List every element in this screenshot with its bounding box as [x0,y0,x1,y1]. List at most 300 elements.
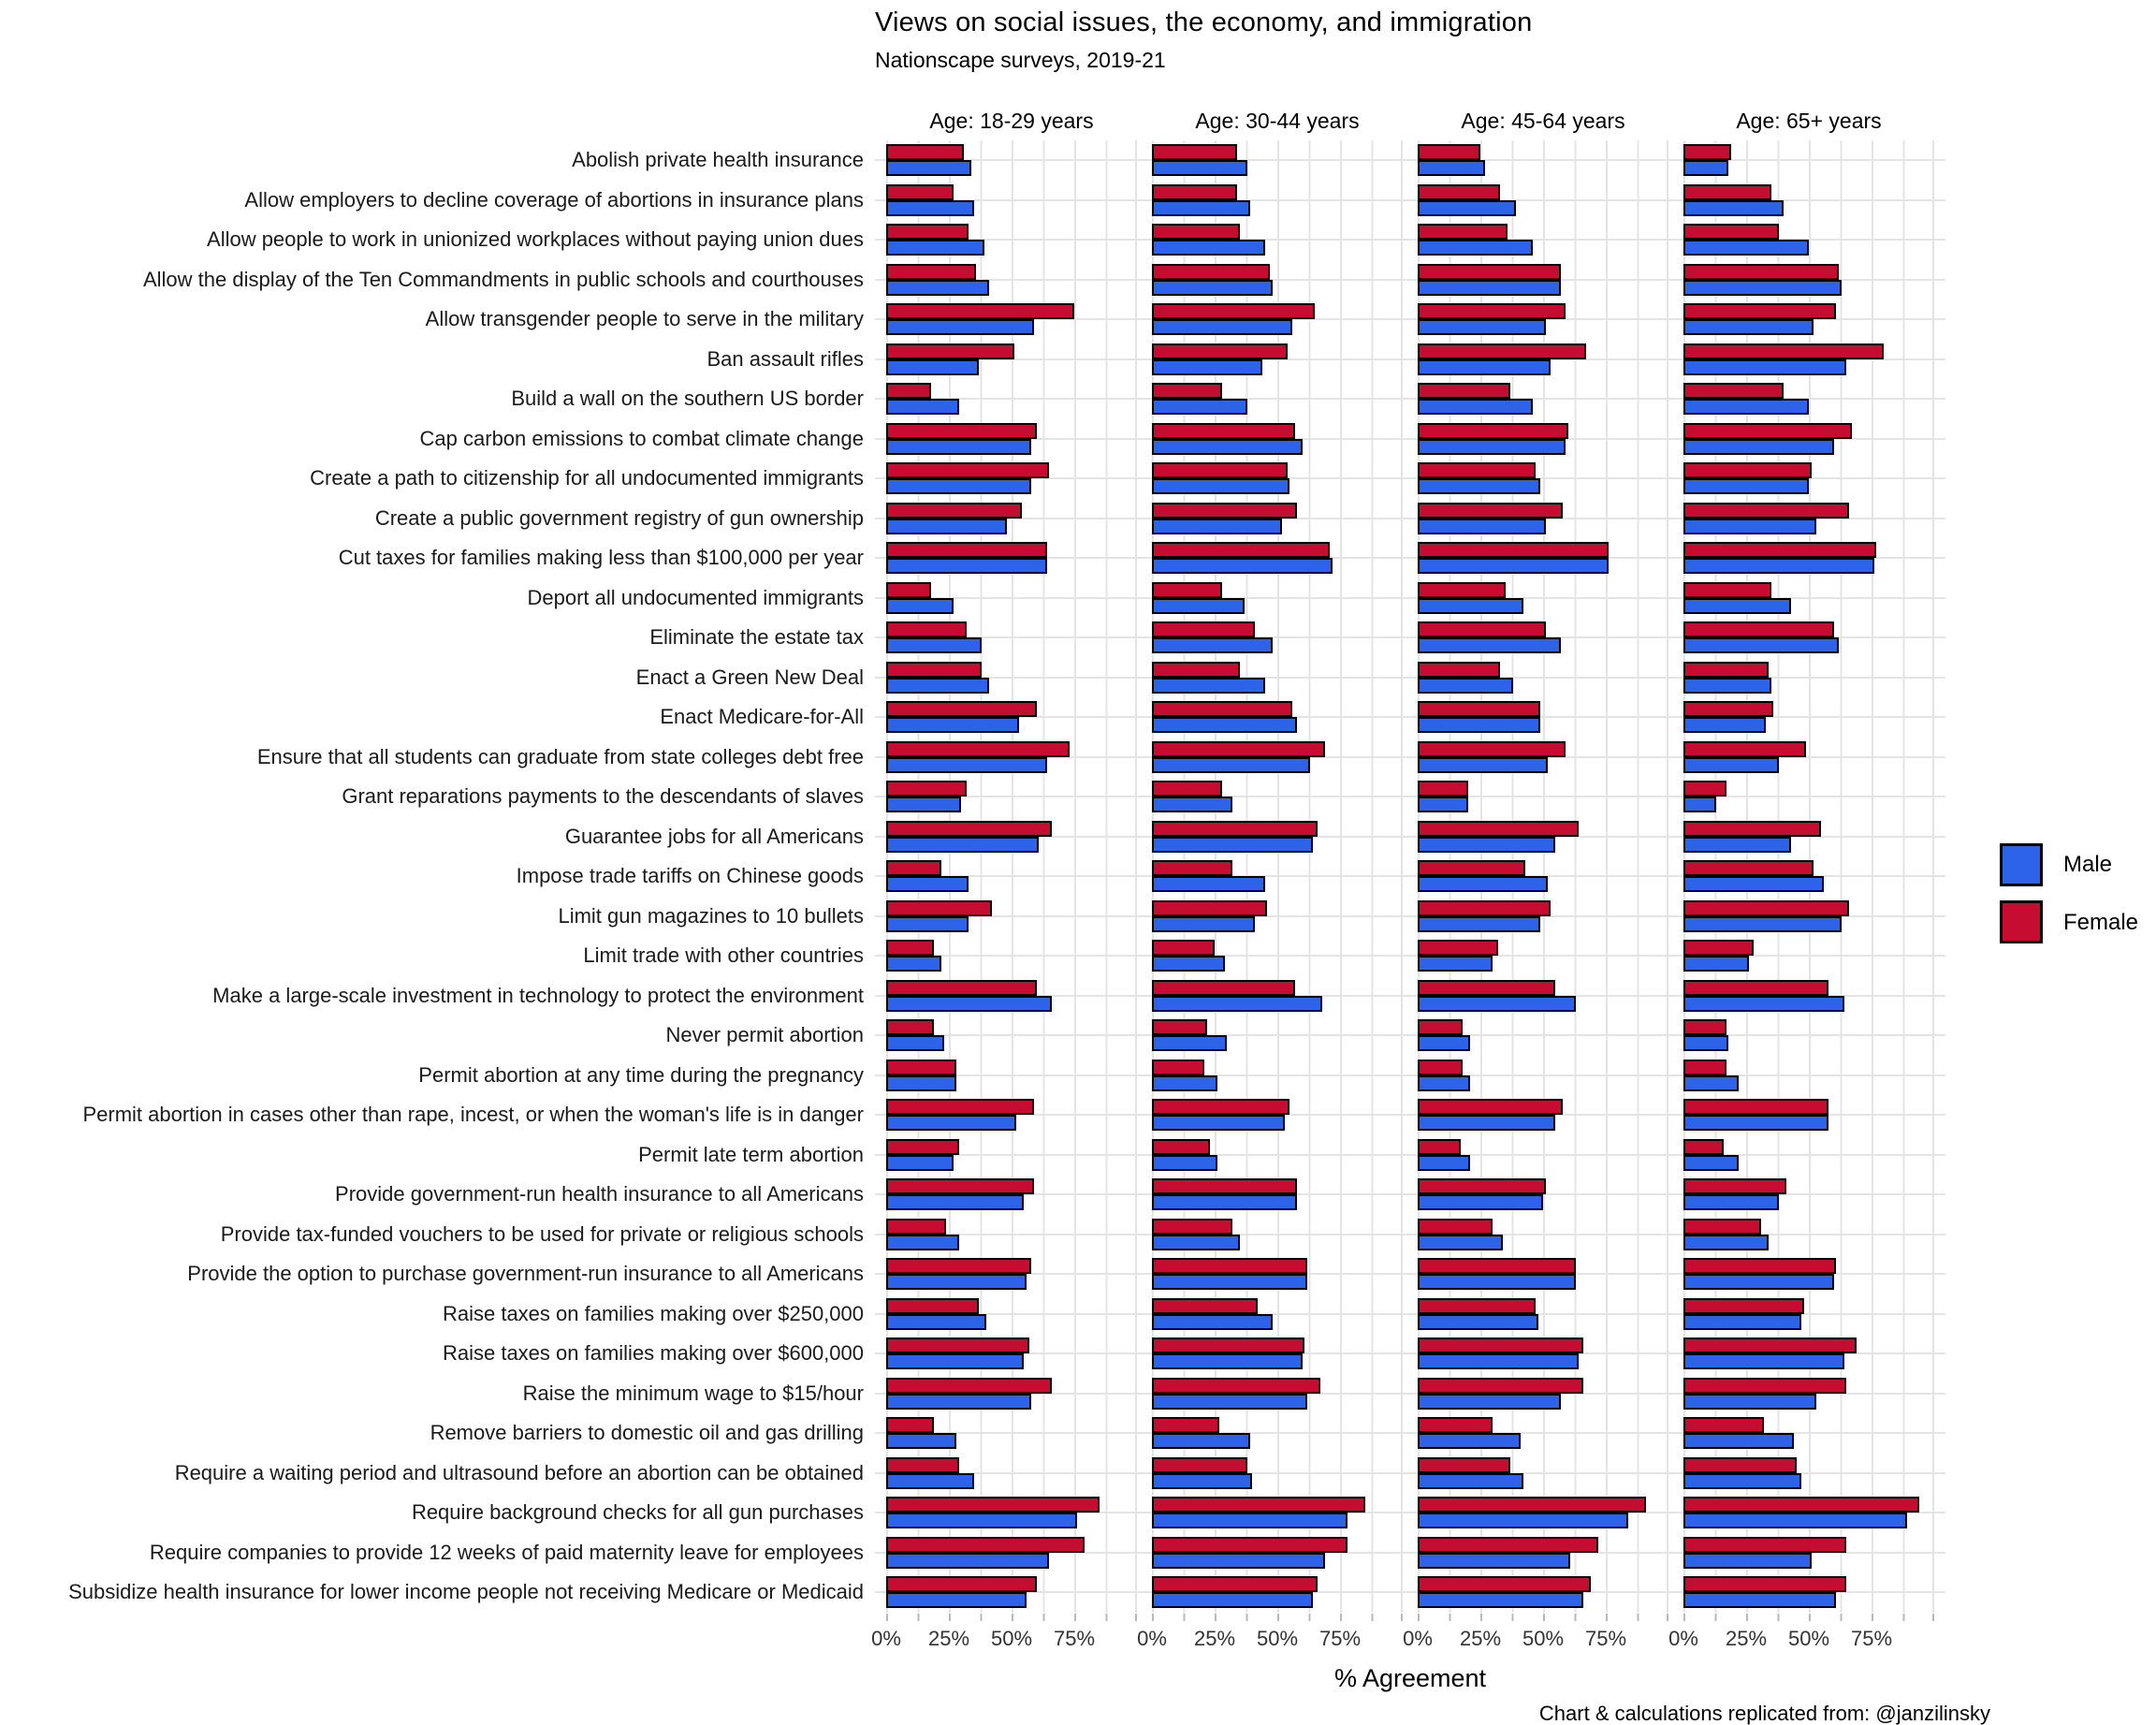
bar-female [1683,1417,1764,1433]
bar-group [1683,1215,1934,1255]
panel-facet-2 [1418,1334,1668,1374]
bar-group [1418,220,1668,260]
panel-facet-0 [886,777,1137,817]
panel-facet-2 [1418,618,1668,658]
chart-row [0,260,2156,300]
bar-female [1152,1178,1297,1194]
bar-female [1418,662,1500,678]
bar-male [1683,637,1839,653]
panel-facet-2 [1418,419,1668,460]
bar-group [886,618,1137,658]
x-tick-label: 75% [1318,1627,1362,1650]
y-axis-label: Ban assault rifles [707,346,864,371]
bar-female [1683,1298,1804,1314]
x-tick-label: 0% [1137,1627,1167,1650]
facet-panels [886,379,1934,419]
panel-facet-0 [886,379,1137,419]
bar-female [886,662,982,678]
facet-title-0: Age: 18-29 years [929,109,1094,133]
bar-group [1418,578,1668,619]
panel-facet-1 [1152,1533,1403,1573]
bar-female [1152,1338,1304,1353]
bar-male [1418,956,1493,972]
bar-group [886,976,1137,1016]
panel-facet-0 [886,340,1137,380]
bar-group [1152,499,1403,539]
bar-male [886,1035,944,1051]
bar-male [1683,478,1809,494]
bar-male [886,160,971,176]
x-tick-label: 50% [1787,1627,1830,1650]
bar-group [886,1493,1137,1533]
bar-female [1683,542,1876,558]
chart-title: Views on social issues, the economy, and immigration [875,7,1533,37]
bar-group [1683,658,1934,698]
panel-facet-2 [1418,300,1668,340]
bar-group [1152,1533,1403,1573]
bar-male [1418,1394,1561,1410]
bar-female [1683,1537,1846,1553]
panel-facet-1 [1152,817,1403,857]
y-axis-label: Ensure that all students can graduate from state colleges debt free [256,744,864,768]
y-axis-label: Deport all undocumented immigrants [527,585,864,609]
bar-female [1418,344,1586,359]
chart-caption: Chart & calculations replicated from: @janzilinsky [1538,1702,1990,1725]
x-tick-label: 75% [1850,1627,1893,1650]
bar-group [1418,856,1668,897]
bar-male [1418,1513,1628,1528]
panel-facet-1 [1152,1294,1403,1335]
bar-male [1683,439,1834,455]
chart-row [0,697,2156,738]
bar-group [1683,1413,1934,1454]
bar-female [886,701,1037,717]
facet-panels [886,181,1934,221]
bar-male [886,678,989,694]
bar-female [1418,1099,1563,1115]
panel-facet-1 [1152,419,1403,460]
bar-male [1418,1473,1523,1489]
panel-facet-1 [1152,1215,1403,1255]
bar-female [1152,1099,1289,1115]
panel-facet-3 [1683,181,1934,221]
bar-female [886,1298,979,1314]
facet-panels [886,220,1934,260]
bar-group [1418,738,1668,778]
x-axis-title: % Agreement [1333,1664,1487,1692]
panel-facet-0 [886,1056,1137,1096]
bar-female [886,1019,934,1035]
panel-facet-2 [1418,936,1668,976]
bar-male [1152,319,1292,335]
bar-male [1152,598,1245,614]
panel-facet-1 [1152,538,1403,578]
bar-female [886,264,976,280]
bar-female [1683,1457,1797,1473]
bar-male [1683,1592,1836,1608]
panel-facet-3 [1683,897,1934,937]
y-axis-label: Enact a Green New Deal [635,665,864,689]
bar-group [886,538,1137,578]
chart-subtitle: Nationscape surveys, 2019-21 [875,48,1166,72]
y-axis-label: Provide government-run health insurance to all Americans [335,1182,864,1206]
bar-female [886,821,1052,837]
bar-male [886,1155,954,1171]
y-axis-label: Cap carbon emissions to combat climate change [419,426,864,450]
legend [2000,836,2138,952]
x-tick-label: 0% [1668,1627,1698,1650]
panel-facet-1 [1152,1334,1403,1374]
bar-female [1683,264,1839,280]
bar-group [1418,1135,1668,1176]
bar-group [886,1095,1137,1135]
chart-row [0,1016,2156,1056]
panel-facet-2 [1418,1533,1668,1573]
bar-male [1418,876,1548,892]
bar-female [886,1576,1037,1592]
y-axis-label: Permit abortion in cases other than rape, incest, or when the woman's life is in danger [82,1103,864,1127]
y-axis-label: Permit late term abortion [638,1142,864,1166]
bar-group [886,1454,1137,1494]
bar-female [1683,940,1754,956]
bar-female [1683,662,1769,678]
panel-facet-0 [886,220,1137,260]
bar-female [1418,781,1468,797]
bar-group [886,1135,1137,1176]
bar-male [1683,399,1809,415]
bar-group [1683,817,1934,857]
bar-male [1152,1394,1307,1410]
bar-male [1683,996,1844,1012]
bar-male [1152,1235,1240,1250]
bar-group [886,856,1137,897]
facet-panels [886,538,1934,578]
bar-female [1418,1019,1463,1035]
panel-facet-1 [1152,260,1403,300]
bar-female [886,900,992,916]
panel-facet-2 [1418,1294,1668,1335]
bar-male [1152,678,1265,694]
bar-group [886,1572,1137,1613]
bar-male [1152,1553,1325,1569]
bar-female [1152,1378,1320,1394]
bar-group [1152,140,1403,181]
bar-female [886,1060,956,1075]
facet-panels [886,1533,1934,1573]
bar-group [1152,1572,1403,1613]
bar-group [1683,260,1934,300]
bar-male [1152,280,1273,296]
bar-group [1683,1095,1934,1135]
panel-facet-1 [1152,856,1403,897]
bar-male [1152,558,1333,574]
chart-row [0,1095,2156,1135]
bar-male [1418,1115,1555,1131]
facet-panels [886,1254,1934,1294]
y-axis-label: Allow people to work in unionized workplaces without paying union dues [207,227,864,252]
bar-group [1418,1215,1668,1255]
panel-facet-1 [1152,738,1403,778]
bar-female [1418,900,1551,916]
bar-group [886,578,1137,619]
panel-facet-3 [1683,538,1934,578]
bar-group [1152,1454,1403,1494]
chart-row [0,777,2156,817]
bar-male [1418,1274,1576,1290]
panel-facet-0 [886,976,1137,1016]
bar-male [1152,916,1255,932]
bar-male [1418,319,1546,335]
chart-row [0,379,2156,419]
bar-group [1418,618,1668,658]
panel-facet-0 [886,1493,1137,1533]
facet-panels [886,777,1934,817]
panel-facet-1 [1152,578,1403,619]
facet-strip [886,109,1934,134]
bar-male [1683,1035,1728,1051]
bar-group [1152,1493,1403,1533]
facet-panels [886,976,1934,1016]
y-axis-label: Require companies to provide 12 weeks of paid maternity leave for employees [149,1540,864,1564]
bar-female [1683,781,1726,797]
bar-female [1418,1219,1493,1235]
bar-female [1418,383,1510,399]
bar-female [1683,1338,1857,1353]
panel-facet-0 [886,1254,1137,1294]
bar-male [1152,837,1313,853]
panel-facet-2 [1418,897,1668,937]
bar-male [1683,757,1779,773]
x-tick-label: 25% [1193,1627,1236,1650]
panel-facet-2 [1418,1374,1668,1414]
panel-facet-3 [1683,1016,1934,1056]
x-tick-label: 0% [871,1627,901,1650]
bar-male [1418,837,1555,853]
facet-panels [886,658,1934,698]
bar-male [886,439,1031,455]
bar-group [1152,618,1403,658]
bar-group [886,140,1137,181]
panel-facet-1 [1152,181,1403,221]
bar-group [1152,817,1403,857]
bar-female [886,1497,1100,1513]
bar-female [1418,980,1555,996]
bar-group [886,1056,1137,1096]
bar-male [1683,359,1846,375]
bar-male [1683,1314,1801,1330]
bar-male [1683,1115,1828,1131]
bar-group [886,1215,1137,1255]
bar-female [1152,1298,1258,1314]
bar-male [1683,1155,1739,1171]
y-axis-label: Impose trade tariffs on Chinese goods [516,864,864,888]
bar-male [1683,956,1749,972]
bar-group [886,419,1137,460]
bar-female [1683,821,1821,837]
bar-group [1683,1016,1934,1056]
bar-female [1683,184,1771,200]
facet-panels [886,936,1934,976]
bar-male [1152,160,1247,176]
bar-female [1152,900,1267,916]
bar-female [1152,462,1288,478]
bar-male [886,399,959,415]
panel-facet-0 [886,499,1137,539]
bar-female [886,344,1014,359]
bar-male [886,637,982,653]
panel-facet-2 [1418,777,1668,817]
bar-female [1418,940,1498,956]
facet-panels [886,897,1934,937]
bar-group [1152,340,1403,380]
bar-female [1683,303,1836,319]
bar-female [1152,1417,1219,1433]
bar-male [1683,280,1842,296]
bar-group [1152,936,1403,976]
panel-facet-2 [1418,340,1668,380]
panel-facet-3 [1683,300,1934,340]
bar-male [1152,519,1282,534]
panel-facet-3 [1683,1095,1934,1135]
bar-group [1418,1056,1668,1096]
panel-facet-1 [1152,220,1403,260]
y-axis-label: Allow the display of the Ten Commandments in public schools and courthouses [142,267,864,291]
bar-male [1418,478,1540,494]
bar-group [1418,1254,1668,1294]
panel-facet-1 [1152,340,1403,380]
bar-male [1152,637,1273,653]
panel-facet-0 [886,1374,1137,1414]
bar-male [1152,399,1247,415]
panel-facet-2 [1418,181,1668,221]
panel-facet-1 [1152,459,1403,499]
bar-group [1683,856,1934,897]
y-axis-label: Guarantee jobs for all Americans [564,824,864,848]
bar-female [1152,662,1240,678]
bar-male [1418,797,1468,812]
y-axis-label: Make a large-scale investment in technology to protect the environment [212,983,864,1007]
panel-facet-0 [886,1334,1137,1374]
bar-male [1683,519,1816,534]
bar-group [1418,140,1668,181]
panel-facet-3 [1683,459,1934,499]
bar-female [886,940,934,956]
panel-facet-3 [1683,1493,1934,1533]
panel-facet-0 [886,817,1137,857]
y-axis-label: Subsidize health insurance for lower income people not receiving Medicare or Medicaid [68,1580,864,1604]
bar-male [1418,637,1561,653]
facet-title-1: Age: 30-44 years [1195,109,1360,133]
bar-female [1152,821,1318,837]
bar-female [1683,144,1731,160]
facet-panels [886,1413,1934,1454]
chart-header [875,7,1532,73]
bar-group [1418,976,1668,1016]
chart-row [0,1175,2156,1215]
bar-male [1152,439,1303,455]
bar-male [1418,1353,1579,1369]
bar-male [886,1235,959,1250]
bar-male [886,1473,974,1489]
panel-facet-3 [1683,379,1934,419]
y-axis-label: Create a path to citizenship for all undocumented immigrants [310,466,864,490]
bar-group [1152,976,1403,1016]
bar-group [1683,1454,1934,1494]
bar-male [886,319,1034,335]
bar-male [1418,678,1513,694]
bar-group [1418,419,1668,460]
bar-group [1418,1572,1668,1613]
bar-male [886,956,941,972]
panel-facet-2 [1418,1135,1668,1176]
bar-male [1418,717,1540,733]
bar-female [1418,1258,1576,1274]
bar-male [1152,1194,1297,1210]
panel-facet-1 [1152,1493,1403,1533]
bar-female [1418,1378,1583,1394]
bar-group [1683,936,1934,976]
chart-row [0,817,2156,857]
bar-group [1418,1016,1668,1056]
bar-female [1418,741,1566,757]
bar-female [1152,940,1215,956]
bar-male [1418,280,1561,296]
bar-group [1683,1254,1934,1294]
bar-group [1152,379,1403,419]
bar-male [886,876,969,892]
bar-male [886,797,961,812]
bar-male [1418,1235,1503,1250]
bar-male [1683,1274,1834,1290]
bar-female [1418,1178,1546,1194]
bar-male [886,1513,1077,1528]
panel-facet-2 [1418,697,1668,738]
x-axis-panel-3 [1668,1614,1934,1655]
bar-male [886,519,1007,534]
bar-female [1418,423,1568,439]
bar-female [1683,1139,1724,1155]
bar-group [886,1374,1137,1414]
bar-female [886,503,1022,519]
bar-female [1418,144,1480,160]
bar-group [1418,300,1668,340]
bar-female [886,1139,959,1155]
panel-facet-3 [1683,1334,1934,1374]
bar-male [886,240,984,256]
bar-female [1152,383,1222,399]
panel-facet-0 [886,936,1137,976]
panel-facet-0 [886,1016,1137,1056]
panel-facet-2 [1418,856,1668,897]
bar-male [1683,319,1814,335]
bar-group [1152,1294,1403,1335]
y-axis-label: Never permit abortion [665,1023,864,1047]
panel-facet-2 [1418,1056,1668,1096]
bar-female [1418,542,1609,558]
y-axis-label: Provide the option to purchase government-run insurance to all Americans [187,1262,864,1286]
bar-male [1152,1155,1217,1171]
bar-male [1683,160,1728,176]
bar-male [1418,757,1548,773]
bar-male [1418,996,1576,1012]
bar-male [1418,1194,1543,1210]
bar-female [886,1537,1085,1553]
panel-facet-3 [1683,1175,1934,1215]
y-axis-label: Remove barriers to domestic oil and gas drilling [430,1421,864,1445]
legend-label-male: Male [2063,852,2113,877]
bar-group [1683,976,1934,1016]
x-tick-label: 0% [1403,1627,1433,1650]
